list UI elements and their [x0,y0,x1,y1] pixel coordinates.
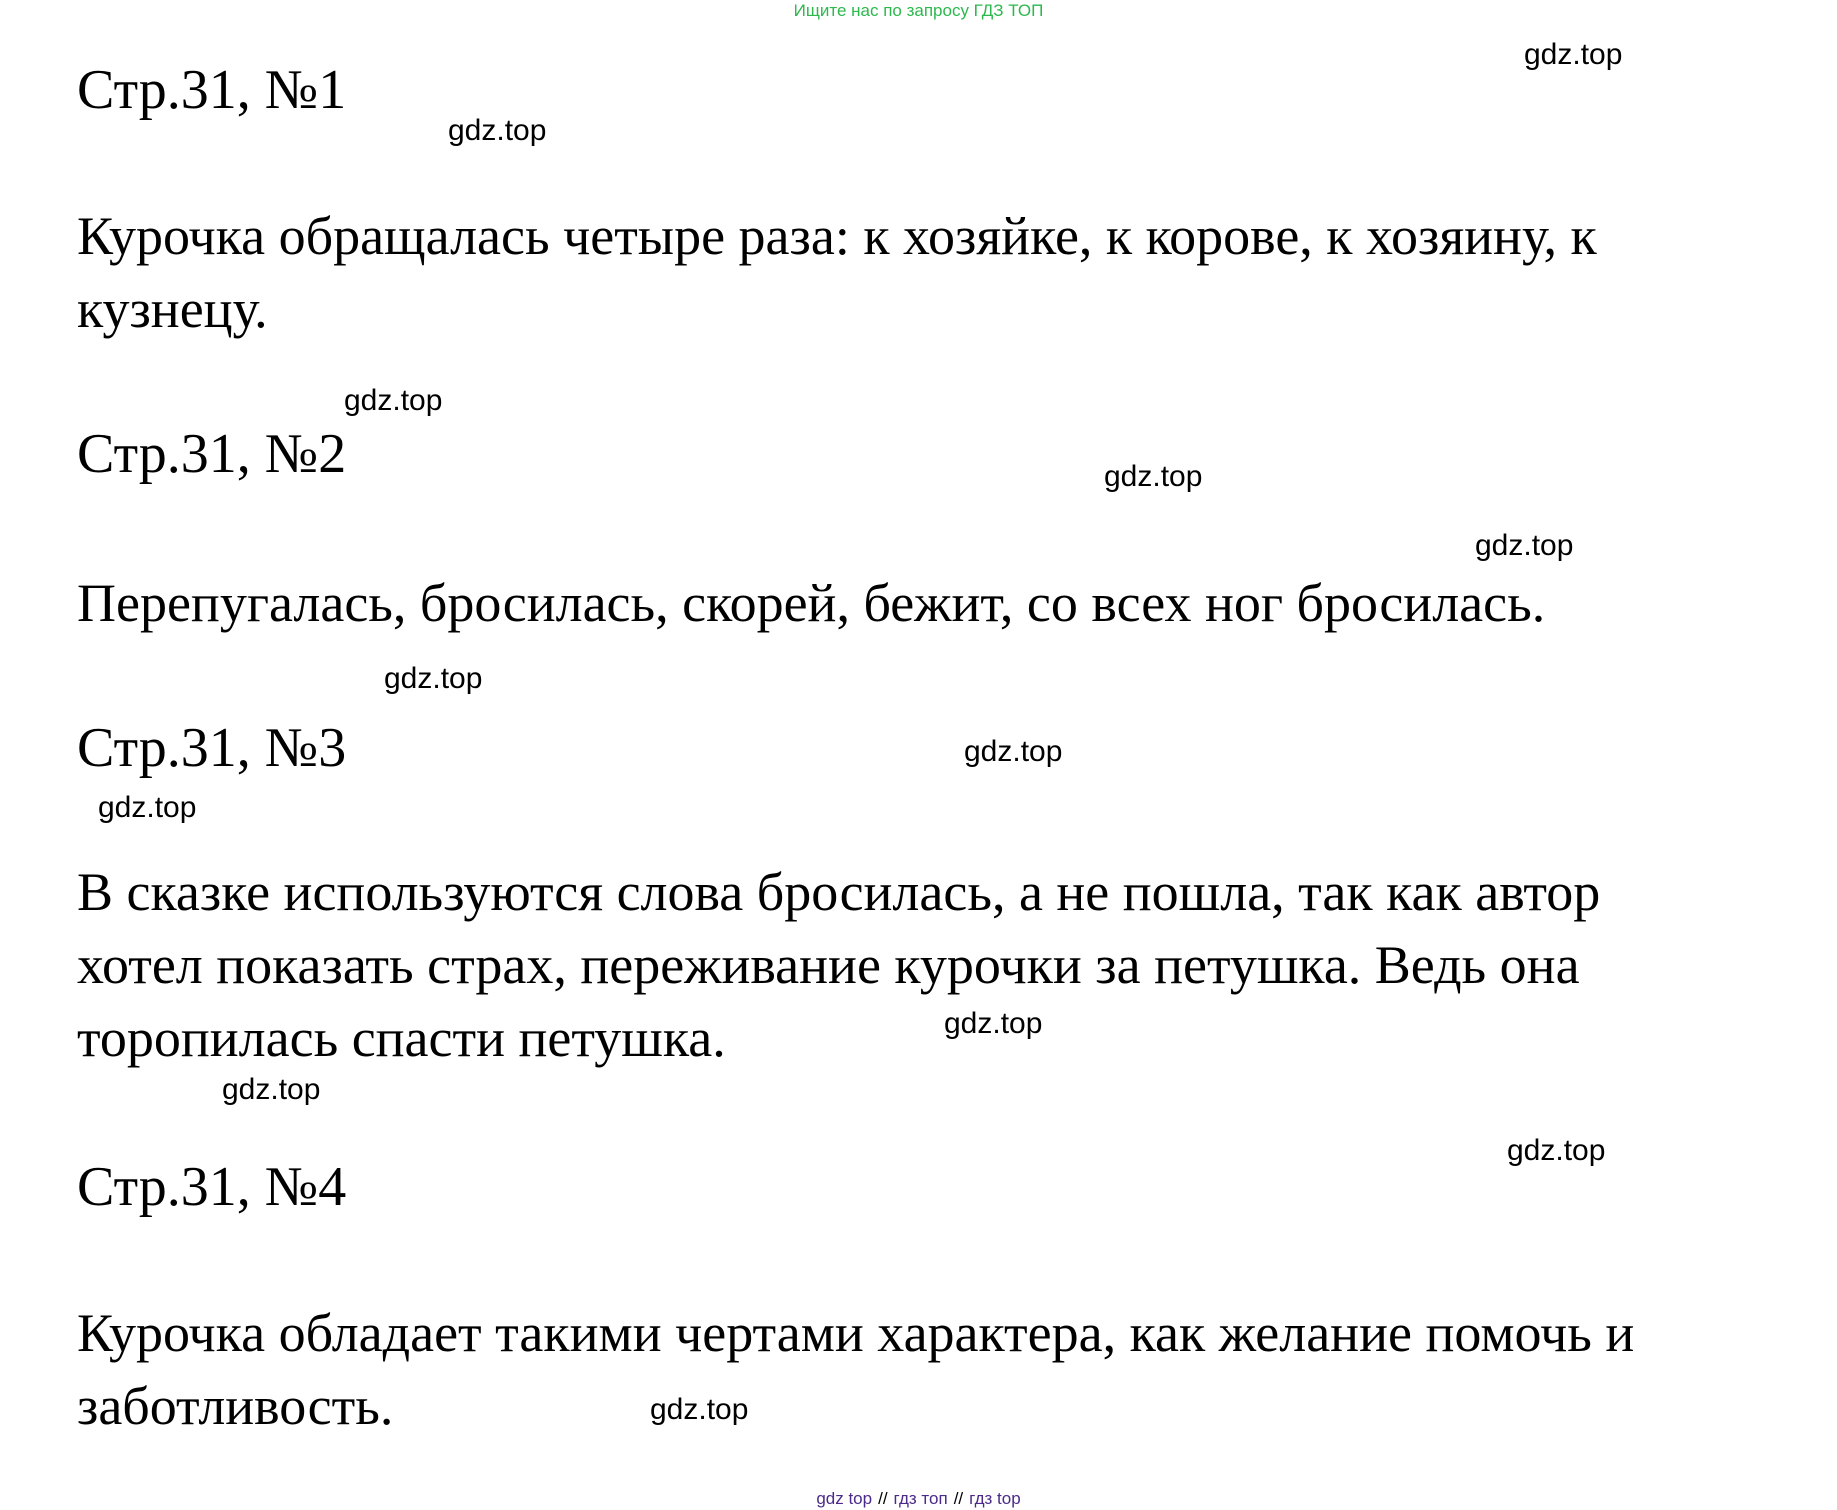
watermark: gdz.top [1475,529,1574,562]
watermark: gdz.top [384,662,483,695]
watermark: gdz.top [448,114,547,147]
watermark: gdz.top [1507,1134,1606,1167]
answer-2 [77,567,1807,640]
footer-link-gdz-top-ru[interactable]: гдз топ [893,1489,948,1508]
watermark: gdz.top [344,384,443,417]
answer-4 [77,1297,1807,1443]
answer-3-line-3: торопилась спасти петушка. [77,1008,726,1068]
answer-3-line-2: хотел показать страх, переживание курочки за петушка. Ведь она [77,935,1580,995]
answer-4-line-1: Курочка обладает такими чертами характера, как желание помочь и [77,1303,1635,1363]
answer-1 [77,200,1807,346]
watermark: gdz.top [1524,38,1623,71]
heading-2: Стр.31, №2 [77,423,347,485]
heading-1: Стр.31, №1 [77,59,347,121]
search-banner [0,0,1837,22]
heading-4: Стр.31, №4 [77,1156,347,1218]
answer-1-line-2: кузнецу. [77,279,268,339]
heading-3: Стр.31, №3 [77,717,347,779]
footer-link-gdz-top[interactable]: gdz top [816,1489,873,1508]
answer-1-line-1: Курочка обращалась четыре раза: к хозяйке, к корове, к хозяину, к [77,206,1597,266]
footer-separator: // [878,1489,888,1508]
footer-links [0,1488,1837,1510]
answer-2-line-1: Перепугалась, бросилась, скорей, бежит, со всех ног бросилась. [77,573,1546,633]
footer-link-gdz-top-mixed[interactable]: гдз top [969,1489,1021,1508]
banner-text: Ищите нас по запросу ГДЗ ТОП [793,1,1044,20]
watermark: gdz.top [964,735,1063,768]
answer-3-line-1: В сказке используются слова бросилась, а не пошла, так как автор [77,862,1601,922]
watermark: gdz.top [944,1007,1043,1040]
answer-4-line-2: заботливость. [77,1376,394,1436]
watermark: gdz.top [1104,460,1203,493]
footer-separator: // [953,1489,964,1508]
answer-3 [77,856,1807,1075]
watermark: gdz.top [222,1073,321,1106]
watermark: gdz.top [98,791,197,824]
watermark: gdz.top [650,1393,749,1426]
